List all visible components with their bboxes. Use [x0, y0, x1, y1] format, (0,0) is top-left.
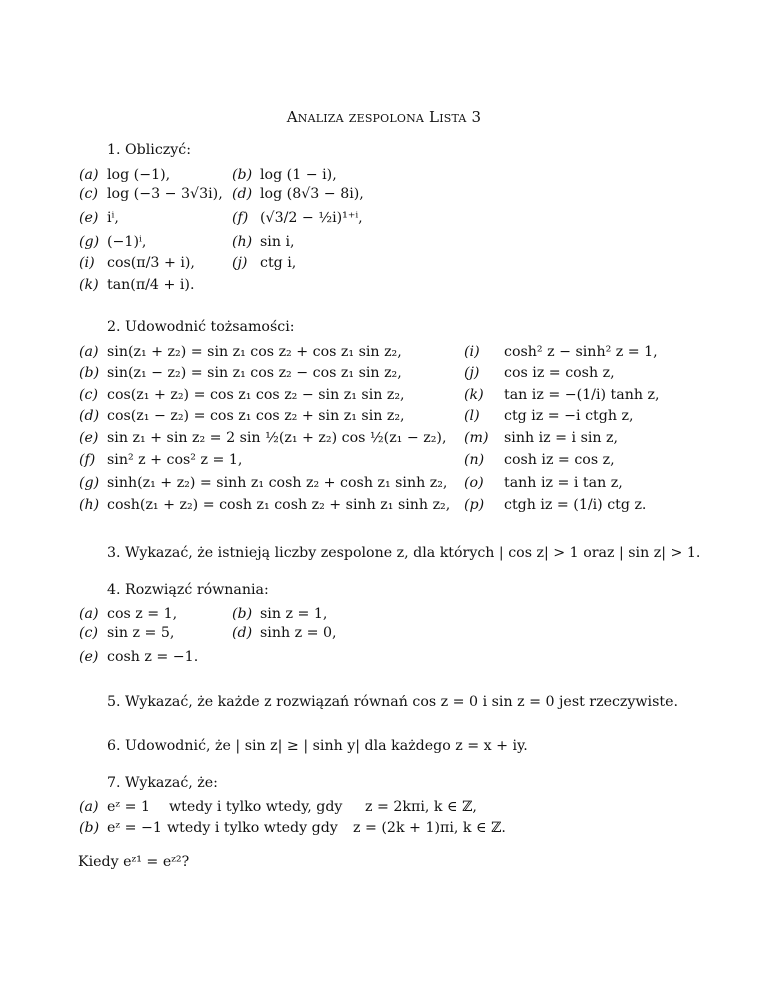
- closing-question: Kiedy eᶻ¹ = eᶻ²?: [78, 854, 190, 870]
- exercise-2-heading: 2. Udowodnić tożsamości:: [107, 319, 295, 335]
- item-label: (o): [464, 475, 484, 491]
- item-label: (a): [79, 606, 99, 622]
- item-expression: (−1)ⁱ,: [107, 234, 147, 250]
- item-label: (e): [79, 649, 99, 665]
- s2-item: [79, 430, 446, 448]
- item-label: (c): [79, 625, 99, 641]
- s1-item: [79, 210, 119, 228]
- s7-item: [79, 820, 506, 838]
- s1-item: [232, 167, 337, 185]
- item-label: (a): [79, 799, 99, 815]
- item-label: (p): [464, 497, 485, 513]
- s2-item: [464, 365, 615, 383]
- item-label: (k): [79, 277, 99, 293]
- s1-item: [232, 255, 296, 273]
- s4-item: [232, 625, 337, 643]
- item-expression: sin i,: [260, 234, 295, 250]
- item-expression: cosh(z₁ + z₂) = cosh z₁ cosh z₂ + sinh z₁ sinh z₂,: [107, 497, 451, 513]
- item-expression: sinh z = 0,: [260, 625, 337, 641]
- item-expression: sin z₁ + sin z₂ = 2 sin ½(z₁ + z₂) cos ½(z₁ − z₂),: [107, 430, 447, 446]
- item-label: (k): [464, 387, 484, 403]
- s2-item: [79, 365, 402, 383]
- s2-item: [79, 497, 450, 515]
- s1-item: [232, 234, 295, 252]
- s2-item: [464, 430, 618, 448]
- item-mid: wtedy i tylko wtedy gdy: [167, 820, 338, 836]
- exercise-6-text: 6. Udowodnić, że | sin z| ≥ | sinh y| dla każdego z = x + iy.: [107, 738, 528, 754]
- item-expression: tan(π/4 + i).: [107, 277, 195, 293]
- s2-item: [79, 452, 242, 470]
- item-expression: log (−1),: [107, 167, 171, 183]
- item-label: (a): [79, 344, 99, 360]
- item-expression: sinh(z₁ + z₂) = sinh z₁ cosh z₂ + cosh z₁ sinh z₂,: [107, 475, 448, 491]
- s2-item: [79, 344, 402, 362]
- item-label: (c): [79, 387, 99, 403]
- s2-item: [464, 387, 659, 405]
- item-expression: ctgh iz = (1/i) ctg z.: [504, 497, 647, 513]
- item-label: (a): [79, 167, 99, 183]
- s1-item: [79, 234, 146, 252]
- item-lhs: eᶻ = −1: [107, 820, 162, 836]
- s7-item: [79, 799, 477, 817]
- item-expression: cos z = 1,: [107, 606, 178, 622]
- s2-item: [464, 344, 658, 362]
- item-label: (g): [79, 234, 100, 250]
- exercise-1-heading: 1. Obliczyć:: [107, 142, 191, 158]
- s4-item: [232, 606, 327, 624]
- item-label: (b): [232, 167, 253, 183]
- item-label: (i): [79, 255, 95, 271]
- s2-item: [464, 452, 615, 470]
- item-label: (h): [79, 497, 100, 513]
- item-label: (h): [232, 234, 253, 250]
- page-title: Analiza zespolona Lista 3: [286, 108, 482, 126]
- item-expression: cosh z = −1.: [107, 649, 199, 665]
- item-rhs: z = 2kπi, k ∈ ℤ,: [365, 799, 477, 815]
- item-label: (e): [79, 210, 99, 226]
- s2-item: [79, 408, 405, 426]
- item-expression: sinh iz = i sin z,: [504, 430, 619, 446]
- exercise-7-heading: 7. Wykazać, że:: [107, 775, 218, 791]
- s4-item: [79, 649, 198, 667]
- s2-item: [464, 497, 646, 515]
- item-expression: log (1 − i),: [260, 167, 337, 183]
- item-mid: wtedy i tylko wtedy, gdy: [169, 799, 343, 815]
- item-label: (d): [79, 408, 100, 424]
- item-label: (b): [232, 606, 253, 622]
- item-label: (f): [232, 210, 249, 226]
- s1-item: [79, 255, 195, 273]
- item-label: (l): [464, 408, 480, 424]
- item-label: (e): [79, 430, 99, 446]
- item-expression: iⁱ,: [107, 210, 119, 226]
- s1-item: [232, 210, 363, 228]
- item-expression: ctg iz = −i ctgh z,: [504, 408, 634, 424]
- item-label: (g): [79, 475, 100, 491]
- item-label: (j): [464, 365, 480, 381]
- item-rhs: z = (2k + 1)πi, k ∈ ℤ.: [353, 820, 506, 836]
- item-expression: tan iz = −(1/i) tanh z,: [504, 387, 660, 403]
- item-expression: sin² z + cos² z = 1,: [107, 452, 243, 468]
- s4-item: [79, 606, 177, 624]
- item-expression: sin z = 5,: [107, 625, 175, 641]
- item-label: (d): [232, 186, 253, 202]
- s1-item: [79, 186, 223, 204]
- item-expression: cosh² z − sinh² z = 1,: [504, 344, 658, 360]
- s2-item: [464, 475, 623, 493]
- s1-item: [232, 186, 364, 204]
- exercise-5-text: 5. Wykazać, że każde z rozwiązań równań cos z = 0 i sin z = 0 jest rzeczywiste.: [107, 694, 678, 710]
- item-label: (f): [79, 452, 96, 468]
- item-label: (b): [79, 365, 100, 381]
- item-expression: ctg i,: [260, 255, 297, 271]
- item-expression: cos(z₁ − z₂) = cos z₁ cos z₂ + sin z₁ sin z₂,: [107, 408, 405, 424]
- item-label: (j): [232, 255, 248, 271]
- item-expression: sin(z₁ + z₂) = sin z₁ cos z₂ + cos z₁ sin z₂,: [107, 344, 402, 360]
- exercise-3-text: 3. Wykazać, że istnieją liczby zespolone z, dla których | cos z| > 1 oraz | sin z| > 1.: [107, 545, 701, 561]
- item-expression: cosh iz = cos z,: [504, 452, 615, 468]
- item-label: (c): [79, 186, 99, 202]
- item-expression: cos(z₁ + z₂) = cos z₁ cos z₂ − sin z₁ sin z₂,: [107, 387, 405, 403]
- s2-item: [79, 387, 405, 405]
- item-label: (n): [464, 452, 485, 468]
- item-expression: (√3/2 − ½i)¹⁺ⁱ,: [260, 210, 363, 226]
- s4-item: [79, 625, 174, 643]
- item-label: (b): [79, 820, 100, 836]
- s1-item: [79, 167, 170, 185]
- s2-item: [79, 475, 447, 493]
- item-label: (i): [464, 344, 480, 360]
- item-label: (d): [232, 625, 253, 641]
- item-lhs: eᶻ = 1: [107, 799, 151, 815]
- s2-item: [464, 408, 633, 426]
- item-expression: tanh iz = i tan z,: [504, 475, 623, 491]
- item-expression: cos(π/3 + i),: [107, 255, 195, 271]
- item-label: (m): [464, 430, 489, 446]
- item-expression: cos iz = cosh z,: [504, 365, 615, 381]
- exercise-4-heading: 4. Rozwiązć równania:: [107, 582, 269, 598]
- item-expression: sin(z₁ − z₂) = sin z₁ cos z₂ − cos z₁ sin z₂,: [107, 365, 402, 381]
- item-expression: log (−3 − 3√3i),: [107, 186, 223, 202]
- item-expression: sin z = 1,: [260, 606, 328, 622]
- s1-item: [79, 277, 194, 295]
- item-expression: log (8√3 − 8i),: [260, 186, 364, 202]
